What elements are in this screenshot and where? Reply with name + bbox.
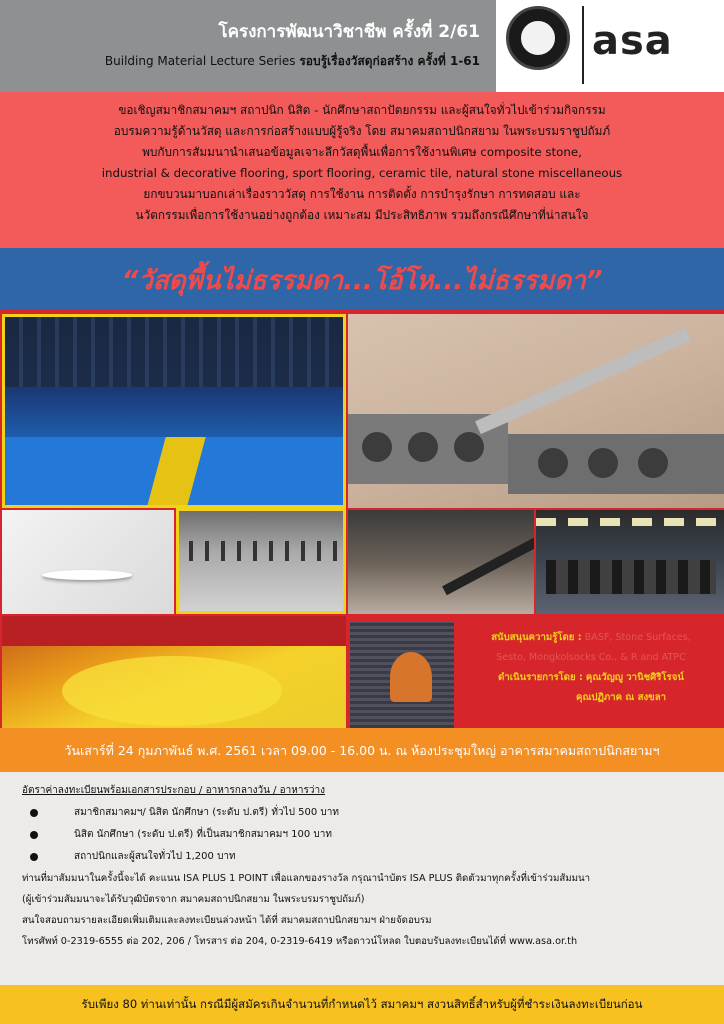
intro-line: ยกขบวนมาบอกเล่าเรื่องราววัสดุ การใช้งาน การติดตั้ง การบำรุงรักษา การทดสอบ และ [143, 187, 581, 201]
gym-flooring-photo [536, 510, 724, 614]
lecture-series-subtitle [0, 52, 480, 71]
photo-gallery [0, 310, 724, 728]
contact-note: โทรศัพท์ 0-2319-6555 ต่อ 202, 206 / โทรสาร ต่อ 204, 0-2319-6419 หรือดาวน์โหลด ใบตอบรับลงทะเบียนได้ที่ www.asa.or.th [22, 936, 578, 947]
host-line [466, 668, 716, 688]
seal-emblem-icon [519, 19, 557, 57]
support-value-2: Sesto, Mongkolsocks Co., & R and ATPC [496, 652, 686, 663]
inquiry-note: สนใจสอบถามรายละเอียดเพิ่มเติมและลงทะเบียนล่วงหน้า ได้ที่ สมาคมสถาปนิกสยามฯ ฝ่ายจัดอบรม [22, 915, 432, 926]
hollow-core-slab-photo [348, 314, 724, 508]
stone-showroom-photo [348, 510, 534, 614]
asa-seal-logo [506, 6, 570, 70]
sponsor-box [458, 622, 724, 726]
series-thai-title: รอบรู้เรื่องวัสดุก่อสร้าง ครั้งที่ 1-61 [299, 54, 480, 68]
carpet-tile-photo [350, 622, 454, 728]
intro-line: นวัตกรรมเพื่อการใช้งานอย่างถูกต้อง เหมาะสม มีประสิทธิภาพ รวมถึงกรณีศึกษาที่น่าสนใจ [135, 208, 589, 222]
header [0, 0, 724, 92]
footer-notice-bar [0, 985, 724, 1024]
headline-banner [0, 248, 724, 310]
intro-section [0, 92, 724, 248]
support-value: BASF, Stone Surfaces, [584, 632, 691, 643]
series-name: Building Material Lecture Series [104, 54, 296, 68]
header-title-panel [0, 0, 496, 92]
headline-text: “วัสดุพื้นไม่ธรรมดา...โอ้โห...ไม่ธรรมดา” [121, 266, 603, 296]
intro-line: อบรมความรู้ด้านวัสดุ และการก่อสร้างแบบผู้รู้จริง โดย สมาคมสถาปนิกสยาม ในพระบรมราชูปถัมภ์ [113, 124, 611, 138]
support-label: สนับสนุนความรู้โดย : [491, 632, 582, 643]
marble-interior-photo [2, 510, 174, 614]
fee-item: นิสิต นักศึกษา (ระดับ ป.ตรี) ที่เป็นสมาชิกสมาคมฯ 100 บาท [22, 824, 702, 846]
fee-heading: อัตราค่าลงทะเบียนพร้อมเอกสารประกอบ / อาหารกลางวัน / อาหารว่าง [22, 785, 325, 796]
host-value-2: คุณปฏิภาค ณ สงขลา [576, 692, 666, 703]
intro-line: พบกับการสัมมนานำเสนอข้อมูลเจาะลึกวัสดุพื้นเพื่อการใช้งานพิเศษ composite stone, [142, 145, 582, 159]
fee-item: สถาปนิกและผู้สนใจทั่วไป 1,200 บาท [22, 846, 702, 868]
program-title: โครงการพัฒนาวิชาชีพ ครั้งที่ 2/61 [218, 22, 480, 42]
intro-line: ขอเชิญสมาชิกสมาคมฯ สถาปนิก นิสิต - นักศึกษาสถาปัตยกรรม และผู้สนใจทั่วไปเข้าร่วมกิจกรรม [118, 103, 606, 117]
seat-limit-notice: รับเพียง 80 ท่านเท่านั้น กรณีมีผู้สมัครเกินจำนวนที่กำหนดไว้ สมาคมฯ สงวนสิทธิ์สำหรับผู้ที่ชำระเงินลงทะเบียนก่อน [81, 997, 643, 1011]
bullet-icon [30, 853, 38, 861]
fee-list [22, 802, 702, 868]
certificate-note: (ผู้เข้าร่วมสัมมนาจะได้รับวุฒิบัตรจาก สมาคมสถาปนิกสยาม ในพระบรมราชูปถัมภ์) [22, 894, 365, 905]
bullet-icon [30, 831, 38, 839]
sponsor-line [466, 628, 716, 648]
host-value: คุณวัญญู วานิชศิริโรจน์ [585, 672, 684, 683]
asa-brand-logo: asa [592, 18, 673, 64]
bullet-icon [30, 809, 38, 817]
registration-details [0, 772, 724, 985]
isa-points-note: ท่านที่มาสัมมนาในครั้งนี้จะได้ คะแนน ISA PLUS 1 POINT เพื่อแลกของรางวัล กรุณานำบัตร ISA PLUS ติดตัวมาทุกครั้งที่เข้าร่วมสัมมนา [22, 873, 591, 884]
badminton-hall-photo [2, 314, 346, 508]
event-date-band [0, 728, 724, 772]
epoxy-floor-photo [2, 616, 346, 728]
header-divider [582, 6, 584, 84]
event-date-text: วันเสาร์ที่ 24 กุมภาพันธ์ พ.ศ. 2561 เวลา 09.00 - 16.00 น. ณ ห้องประชุมใหญ่ อาคารสมาคมสถาปนิกสยามฯ [64, 743, 660, 758]
host-label: ดำเนินรายการโดย : [498, 672, 583, 683]
intro-line: industrial & decorative flooring, sport flooring, ceramic tile, natural stone miscellaneous [101, 166, 623, 180]
terrazzo-floor-photo [176, 508, 346, 614]
fee-item: สมาชิกสมาคมฯ/ นิสิต นักศึกษา (ระดับ ป.ตรี) ทั่วไป 500 บาท [22, 802, 702, 824]
